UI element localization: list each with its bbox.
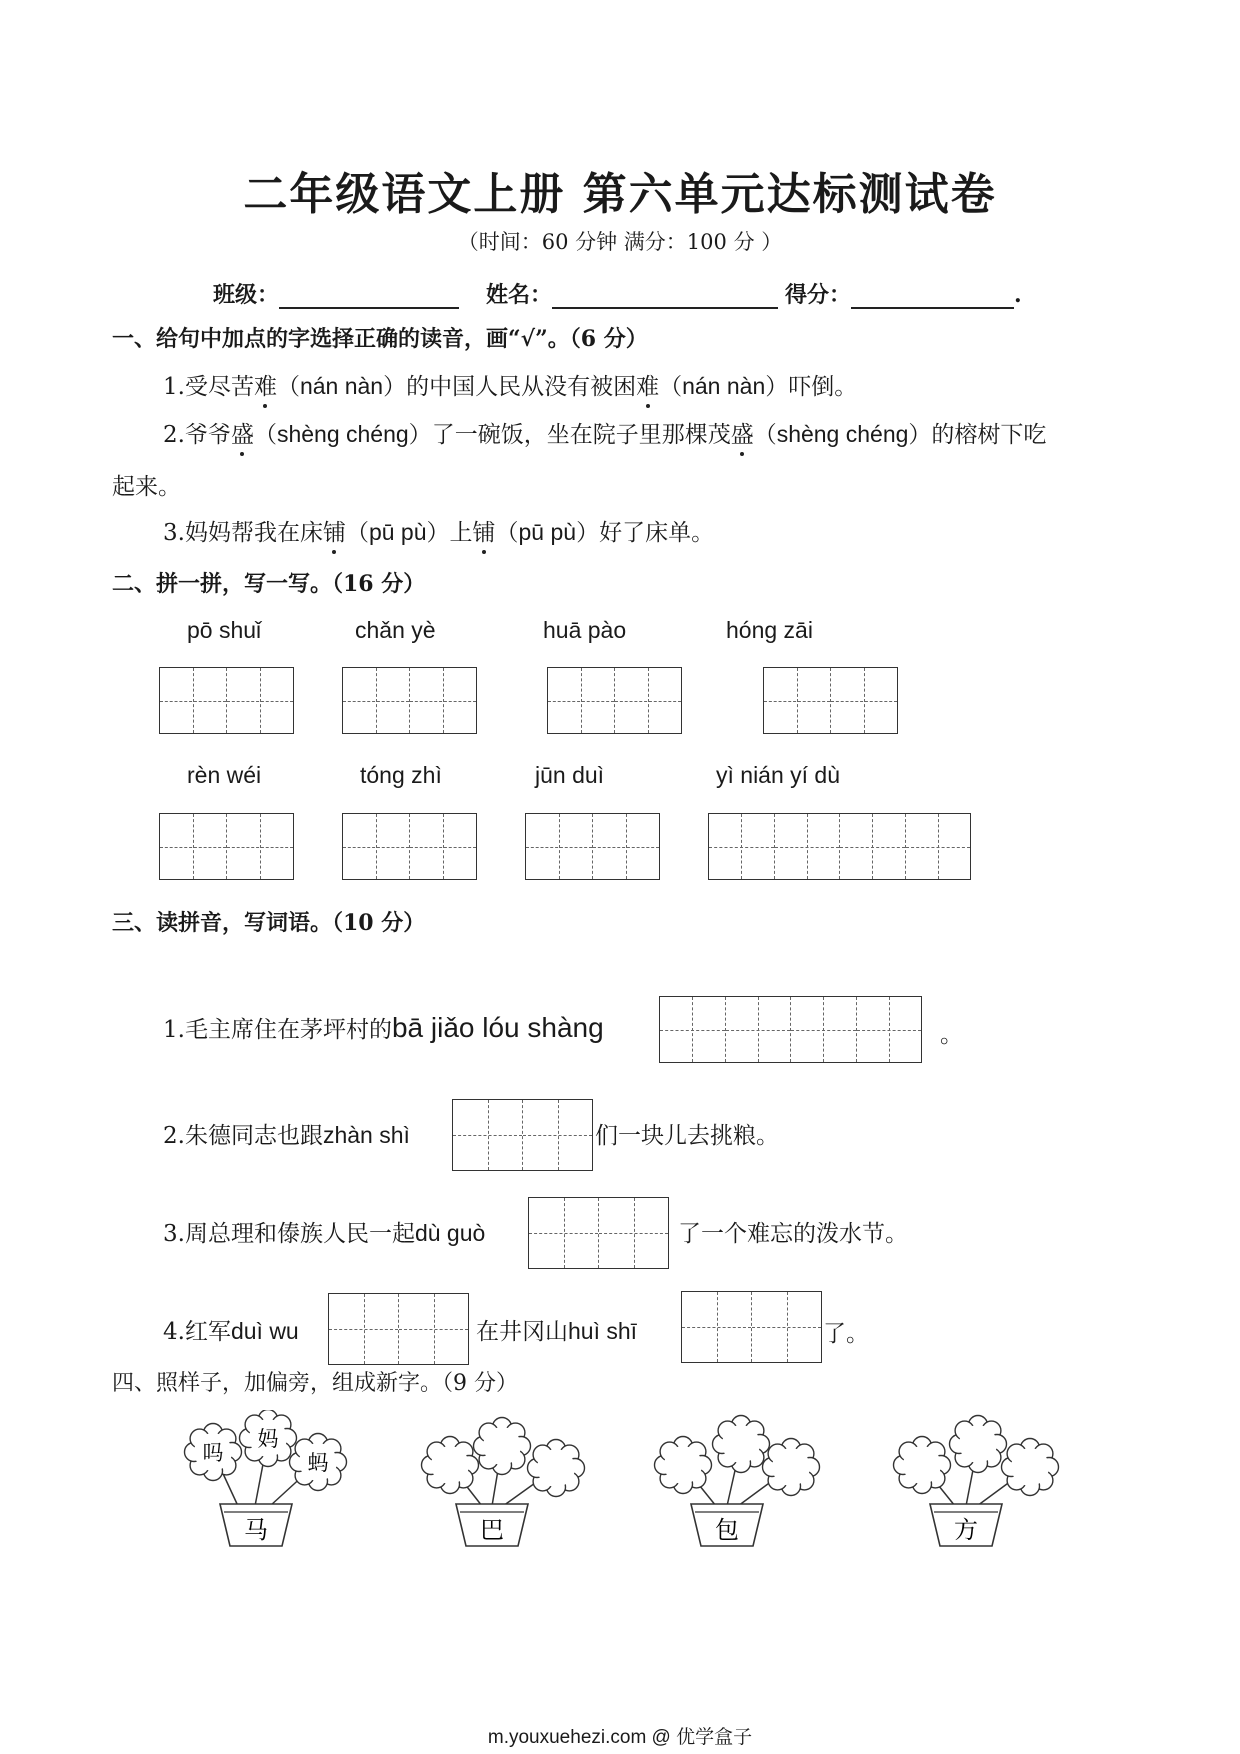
q1-pinyin-options-2[interactable]: （nán nàn） <box>659 373 789 399</box>
pinyin-label: yì nián yí dù <box>716 762 841 788</box>
pinyin-label: huā pào <box>543 617 627 643</box>
pinyin-label: jūn duì <box>535 762 605 788</box>
q1-text-a: 1.受尽苦 <box>163 374 254 400</box>
section4-heading: 四、照样子，加偏旁，组成新字。（9 分） <box>112 1371 518 1396</box>
pinyin-label: tóng zhì <box>360 762 442 788</box>
writing-grid[interactable] <box>159 667 294 734</box>
pinyin-label: chǎn yè <box>355 617 436 643</box>
flower-icon <box>655 1437 712 1494</box>
section1-q2-continued: 起来。 <box>112 474 181 500</box>
flower-pot-1 <box>185 1410 347 1546</box>
section3-q1 <box>163 1011 604 1044</box>
writing-grid[interactable] <box>763 667 898 734</box>
flower-icon <box>474 1418 531 1475</box>
q2-pinyin-options-2[interactable]: （shèng chéng） <box>753 421 932 447</box>
section3-heading: 三、读拼音，写词语。（10 分） <box>112 910 426 936</box>
flower-icon <box>1002 1439 1059 1496</box>
writing-grid[interactable] <box>159 813 294 880</box>
s3-q4-text: 4.红军 <box>163 1319 231 1345</box>
section3-q4-mid <box>476 1313 637 1346</box>
q2-text-a: 2.爷爷 <box>163 422 231 448</box>
flower-pots-figure <box>0 1410 1240 1610</box>
section1-heading: 一、给句中加点的字选择正确的读音，画“√”。（6 分） <box>112 326 648 352</box>
q3-text-b: 上 <box>449 520 473 546</box>
pinyin-label: rèn wéi <box>187 762 262 788</box>
flower-icon <box>528 1440 585 1497</box>
footer-watermark: m.youxuehezi.com @ 优学盒子 <box>487 1727 753 1748</box>
section3-q4 <box>163 1313 299 1346</box>
q1-pinyin-options-1[interactable]: （nán nàn） <box>276 373 407 399</box>
writing-grid[interactable] <box>328 1293 469 1365</box>
q2-text-b: 了一碗饭，坐在院子里那棵茂 <box>431 422 731 448</box>
pinyin-label: hóng zāi <box>726 617 813 643</box>
q3-text-a: 3.妈妈帮我在床 <box>163 520 323 546</box>
writing-grid[interactable] <box>452 1099 593 1171</box>
writing-grid[interactable] <box>659 996 922 1063</box>
pot-base-char: 马 <box>244 1516 268 1544</box>
q3-dotted-char-2: 铺 <box>473 514 496 547</box>
writing-grid[interactable] <box>528 1197 669 1269</box>
q3-pinyin-options-2[interactable]: （pū pù） <box>495 519 600 545</box>
pot-base-char: 方 <box>954 1516 978 1544</box>
writing-grid[interactable] <box>342 813 477 880</box>
q2-dotted-char-2: 盛 <box>731 416 754 449</box>
flower-pot-4 <box>894 1416 1059 1547</box>
s3-q3-text: 3.周总理和傣族人民一起 <box>163 1221 415 1247</box>
s3-q1-pinyin: bā jiǎo lóu shàng <box>391 1012 604 1043</box>
score-blank[interactable] <box>851 283 1014 309</box>
s3-q4-after: 了。 <box>823 1321 869 1347</box>
s3-q2-after: 们一块儿去挑粮。 <box>595 1123 779 1149</box>
s3-q1-text: 1.毛主席住在茅坪村的 <box>163 1017 392 1043</box>
pinyin-label: pō shuǐ <box>187 617 262 643</box>
q2-dotted-char-1: 盛 <box>231 416 254 449</box>
s3-q4-mid-text: 在井冈山 <box>476 1319 568 1345</box>
name-blank[interactable] <box>552 283 778 309</box>
s3-q3-after: 了一个难忘的泼水节。 <box>678 1221 908 1247</box>
q2-pinyin-options-1[interactable]: （shèng chéng） <box>253 421 432 447</box>
s3-q2-text: 2.朱德同志也跟 <box>163 1123 323 1149</box>
example-char: 妈 <box>257 1427 279 1451</box>
writing-grid[interactable] <box>547 667 682 734</box>
s3-q2-pinyin: zhàn shì <box>322 1122 410 1148</box>
writing-grid[interactable] <box>342 667 477 734</box>
s3-q4-pinyin: duì wu <box>230 1318 299 1344</box>
pot-base-char: 包 <box>715 1516 739 1544</box>
name-label: 姓名： <box>486 282 553 308</box>
writing-grid[interactable] <box>525 813 660 880</box>
page-title: 二年级语文上册 第六单元达标测试卷 <box>243 169 997 220</box>
q1-dotted-char-2: 难 <box>636 368 659 401</box>
flower-pot-3 <box>655 1416 820 1547</box>
q3-text-c: 好了床单。 <box>599 520 715 546</box>
q2-text-c: 的榕树下吃 <box>931 422 1047 448</box>
flower-icon <box>950 1416 1007 1473</box>
score-label: 得分： <box>785 282 852 308</box>
q1-text-b: 的中国人民从没有被困 <box>406 374 637 400</box>
flower-icon <box>422 1437 479 1494</box>
flower-icon <box>713 1416 770 1473</box>
s3-q1-end: 。 <box>940 1022 963 1048</box>
s3-q3-pinyin: dù guò <box>414 1220 486 1246</box>
pot-base-char: 巴 <box>480 1516 504 1544</box>
score-field <box>785 278 1022 309</box>
s3-q4-pinyin2: huì shī <box>568 1318 638 1344</box>
class-label: 班级： <box>213 282 280 308</box>
score-end-mark: . <box>1014 282 1022 308</box>
section3-q2 <box>163 1117 410 1150</box>
example-char: 吗 <box>202 1441 224 1465</box>
q3-dotted-char-1: 铺 <box>323 514 346 547</box>
name-field <box>486 278 778 309</box>
flower-pot-2 <box>422 1418 585 1547</box>
flower-icon <box>894 1437 951 1494</box>
flower-icon <box>763 1439 820 1496</box>
section1-q1 <box>163 368 857 401</box>
exam-subtitle: （时间：60 分钟 满分：100 分 ） <box>457 230 783 254</box>
class-field <box>213 278 459 309</box>
writing-grid[interactable] <box>708 813 971 880</box>
example-char: 蚂 <box>307 1451 329 1475</box>
q3-pinyin-options-1[interactable]: （pū pù） <box>345 519 450 545</box>
section1-q2 <box>163 416 1046 449</box>
section2-heading: 二、拼一拼，写一写。（16 分） <box>112 571 426 597</box>
writing-grid[interactable] <box>681 1291 822 1363</box>
section1-q3 <box>163 514 714 547</box>
class-blank[interactable] <box>279 283 459 309</box>
section3-q3 <box>163 1215 485 1248</box>
q1-text-c: 吓倒。 <box>788 374 858 400</box>
q1-dotted-char-1: 难 <box>254 368 277 401</box>
